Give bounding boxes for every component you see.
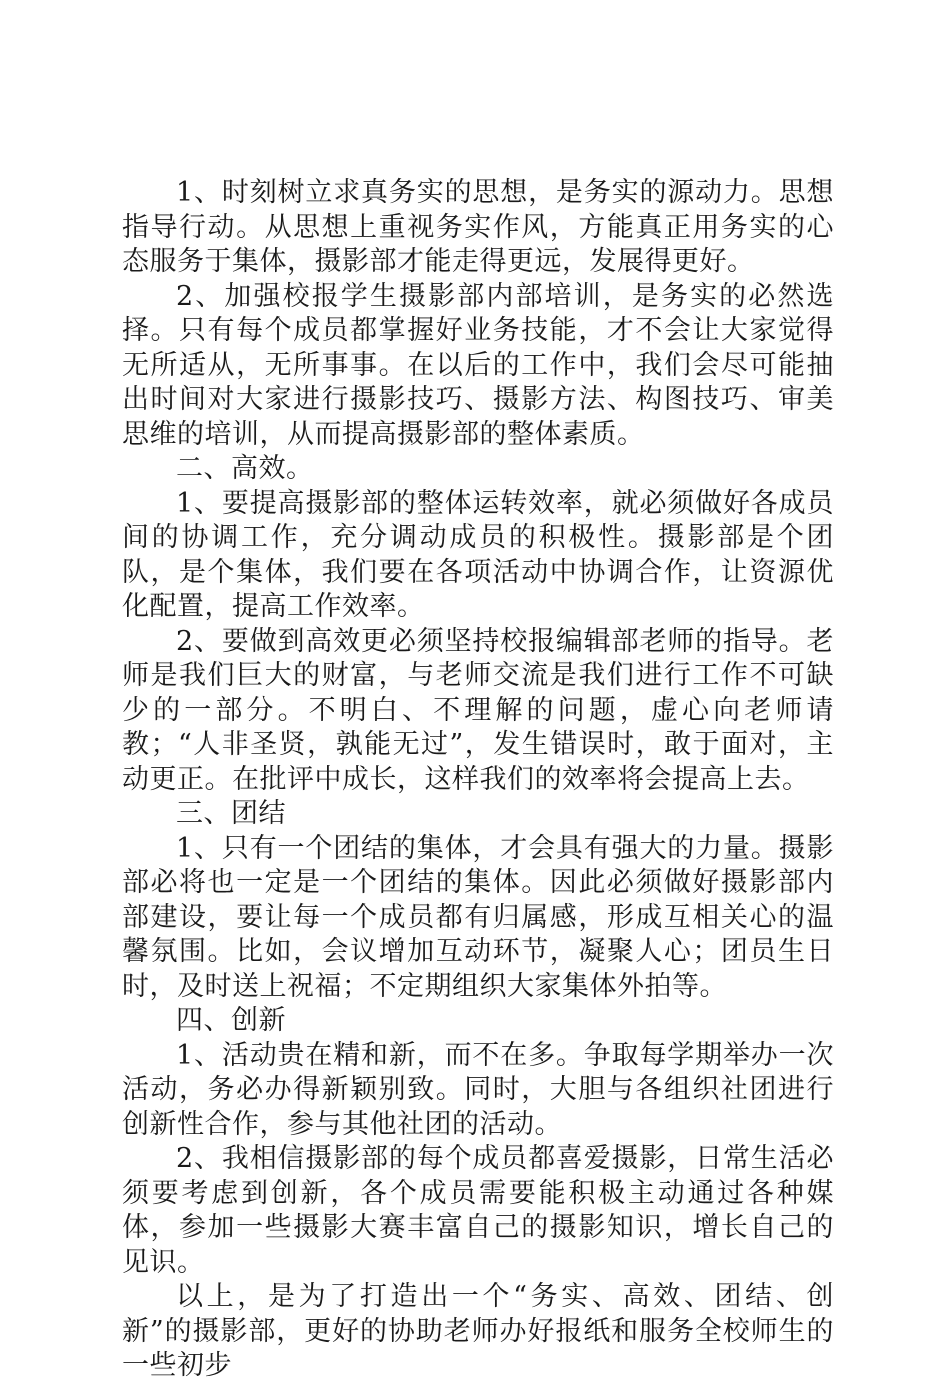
- paragraph-efficiency-2: 2、要做到高效更必须坚持校报编辑部老师的指导。老师是我们巨大的财富，与老师交流是我们进行工作不可缺少的一部分。不明白、不理解的问题，虚心向老师请教；“人非圣贤，孰能无过”，发生错误时，敢于面对，主动更正。在批评中成长，这样我们的效率将会提高上去。: [122, 625, 834, 795]
- paragraph-pragmatic-2: 2、加强校报学生摄影部内部培训，是务实的必然选择。只有每个成员都掌握好业务技能，才不会让大家觉得无所适从，无所事事。在以后的工作中，我们会尽可能抽出时间对大家进行摄影技巧、摄影方法、构图技巧、审美思维的培训，从而提高摄影部的整体素质。: [122, 280, 834, 450]
- paragraph-conclusion: 以上，是为了打造出一个“务实、高效、团结、创新”的摄影部，更好的协助老师办好报纸和服务全校师生的一些初步: [122, 1281, 834, 1381]
- section-heading-innovation: 四、创新: [176, 1005, 286, 1036]
- section-heading-unity: 三、团结: [176, 798, 286, 829]
- document-body: [122, 176, 834, 1384]
- paragraph-innovation-2: 2、我相信摄影部的每个成员都喜爱摄影，日常生活必须要考虑到创新，各个成员需要能积极主动通过各种媒体，参加一些摄影大赛丰富自己的摄影知识，增长自己的见识。: [122, 1143, 834, 1278]
- section-heading-efficiency: 二、高效。: [176, 453, 314, 484]
- paragraph-efficiency-1: 1、要提高摄影部的整体运转效率，就必须做好各成员间的协调工作，充分调动成员的积极性。摄影部是个团队，是个集体，我们要在各项活动中协调合作，让资源优化配置，提高工作效率。: [122, 487, 834, 622]
- paragraph-innovation-1: 1、活动贵在精和新，而不在多。争取每学期举办一次活动，务必办得新颖别致。同时，大胆与各组织社团进行创新性合作，参与其他社团的活动。: [122, 1039, 834, 1140]
- paragraph-unity-1: 1、只有一个团结的集体，才会具有强大的力量。摄影部必将也一定是一个团结的集体。因此必须做好摄影部内部建设，要让每一个成员都有归属感，形成互相关心的温馨氛围。比如，会议增加互动环节，凝聚人心；团员生日时，及时送上祝福；不定期组织大家集体外拍等。: [122, 832, 834, 1002]
- paragraph-pragmatic-1: 1、时刻树立求真务实的思想，是务实的源动力。思想指导行动。从思想上重视务实作风，方能真正用务实的心态服务于集体，摄影部才能走得更远，发展得更好。: [122, 177, 834, 277]
